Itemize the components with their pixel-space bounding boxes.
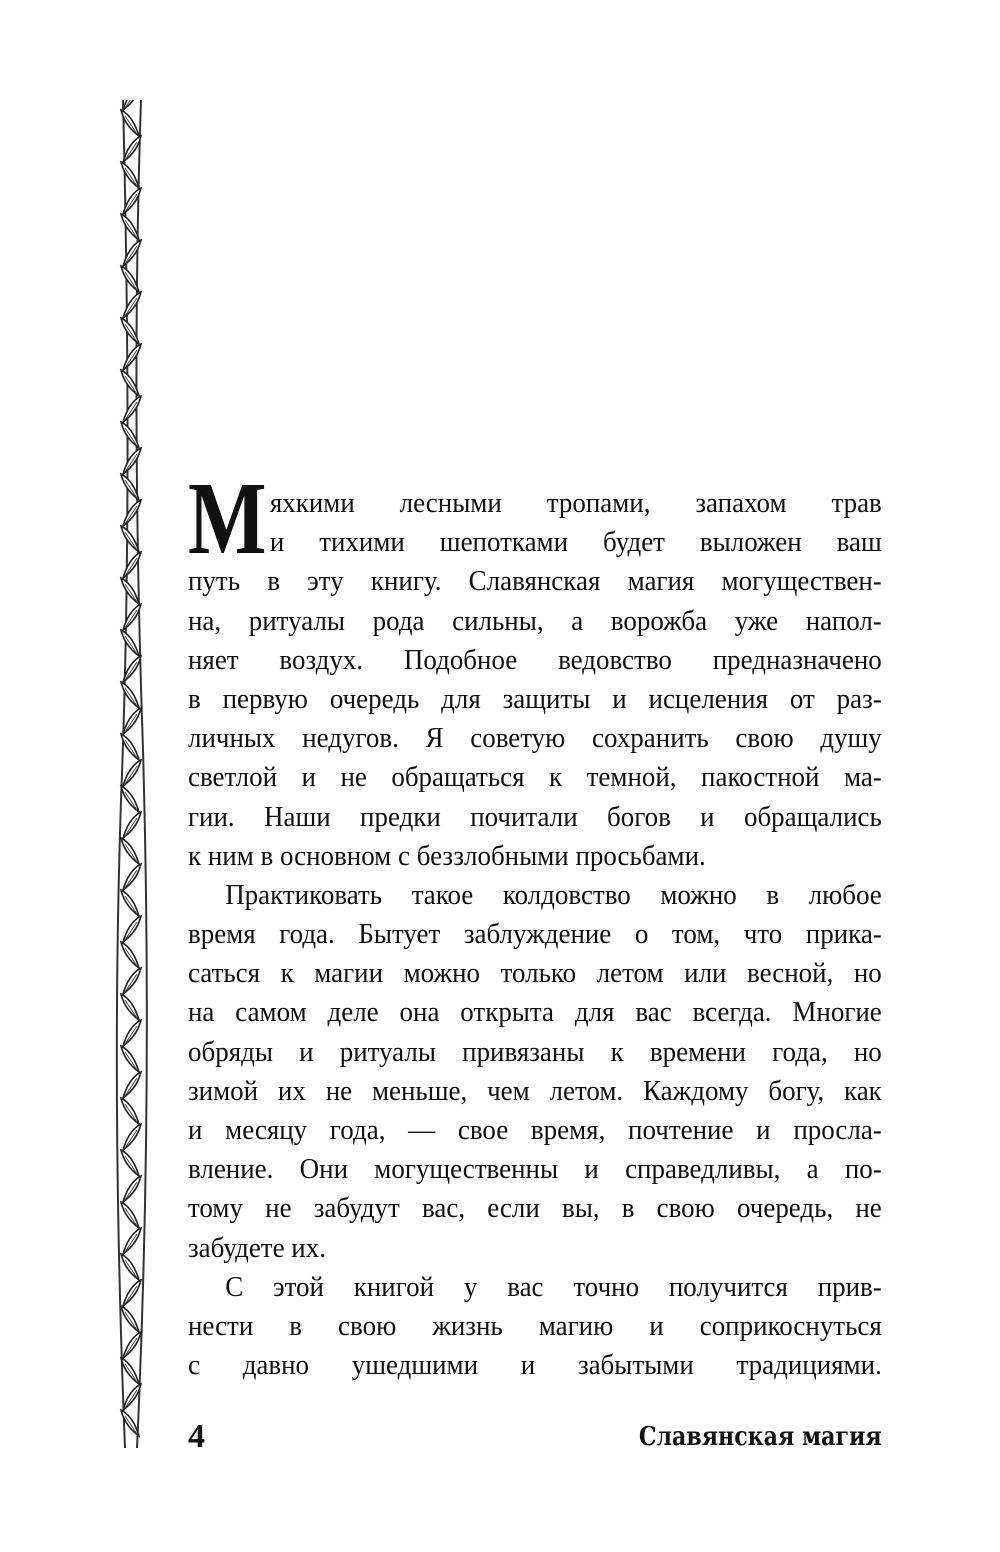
text-line: тому не забудут вас, если вы, в свою очередь, не [188, 1192, 882, 1225]
text-line: в первую очередь для защиты и исцеления от раз- [188, 682, 882, 715]
text-line: и тихими шепотками будет выложен ваш [269, 526, 882, 559]
text-line: яхкими лесными тропами, запахом трав [269, 487, 882, 519]
page-number: 4 [188, 1418, 205, 1455]
text-line: с давно ушедшими и забытыми традициями. [188, 1349, 882, 1382]
body-text [188, 484, 882, 1385]
text-line: на самом деле она открыта для вас всегда. Многие [188, 996, 882, 1029]
text-line: нести в свою жизнь магию и соприкоснуться [188, 1309, 882, 1342]
text-line: саться к магии можно только летом или весной, но [188, 957, 882, 990]
text-line: няет воздух. Подобное ведовство предназначено [188, 643, 882, 676]
text-line: к ним в основном с беззлобными просьбами. [188, 839, 706, 872]
text-line: путь в эту книгу. Славянская магия могуществен- [188, 565, 882, 598]
text-line: вление. Они могущественны и справедливы, а по- [188, 1153, 882, 1186]
text-line: С этой книгой у вас точно получится прив- [225, 1270, 882, 1303]
text-line: зимой их не меньше, чем летом. Каждому богу, как [188, 1074, 882, 1107]
text-line: на, ритуалы рода сильны, а ворожба уже напол- [188, 604, 882, 637]
drop-cap: М [188, 461, 267, 576]
text-line: время года. Бытует заблуждение о том, что прика- [188, 918, 882, 951]
text-line: обряды и ритуалы привязаны к времени года, но [188, 1035, 882, 1068]
text-line: личных недугов. Я советую сохранить свою душу [188, 722, 882, 755]
text-line: Практиковать такое колдовство можно в любое [225, 878, 882, 911]
text-line: гии. Наши предки почитали богов и обращались [188, 800, 882, 833]
running-head: Славянская магия [639, 1422, 882, 1452]
botanical-border-illustration [103, 100, 157, 1448]
text-line: светлой и не обращаться к темной, пакостной ма- [188, 761, 882, 794]
text-line: забудете их. [188, 1231, 326, 1264]
text-line: и месяцу года, — свое время, почтение и просла- [188, 1114, 882, 1146]
